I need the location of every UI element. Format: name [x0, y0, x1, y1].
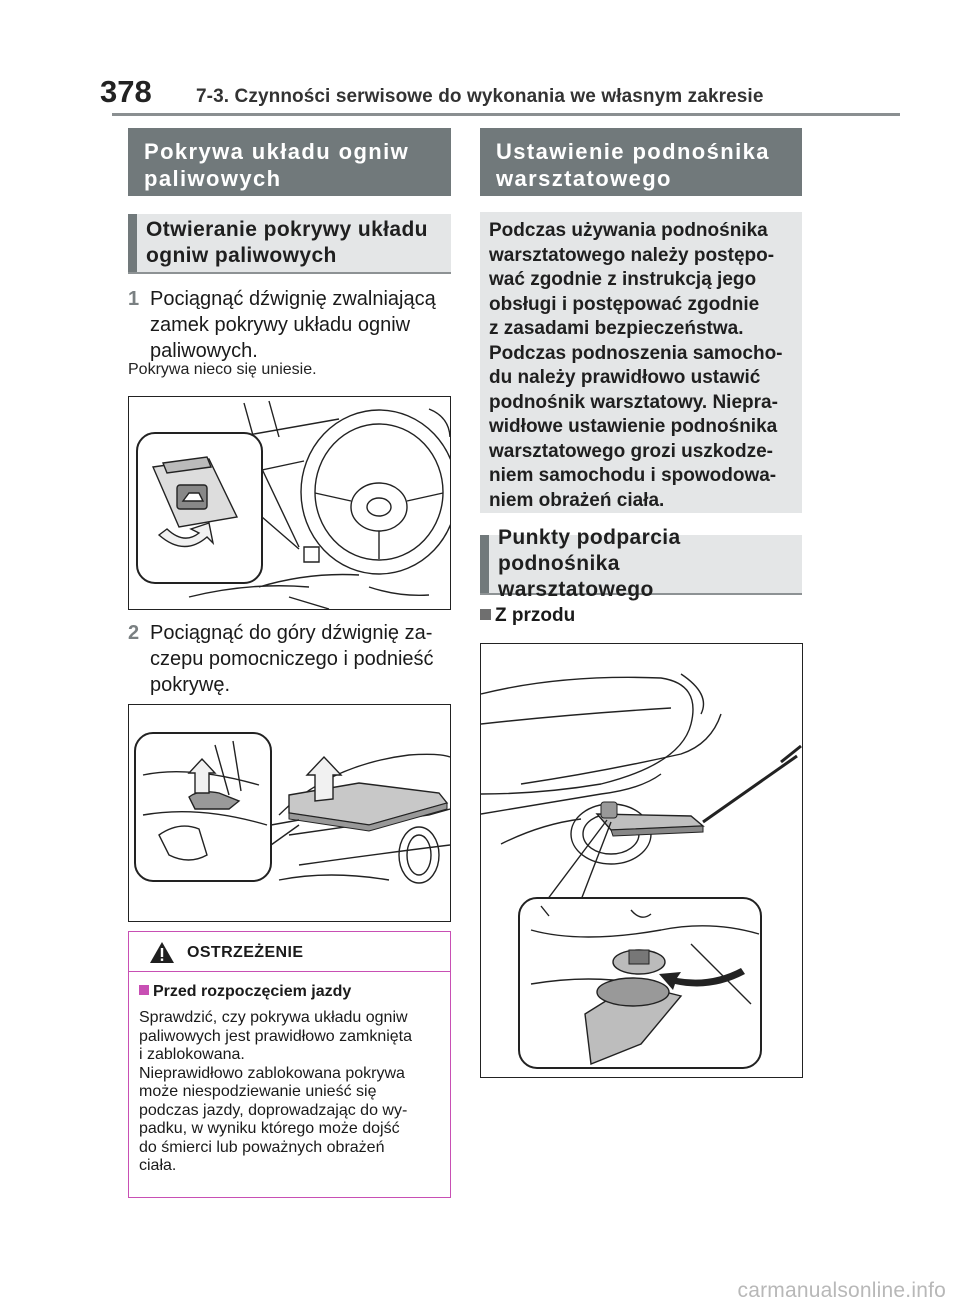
- step-number: 2: [128, 622, 140, 644]
- watermark: carmanualsonline.info: [737, 1279, 946, 1302]
- subsection-title-text: Punkty podparcia podnośnika warsztatowego: [498, 526, 681, 601]
- chapter-title: 7-3. Czynności serwisowe do wykonania we własnym zakresie: [196, 86, 764, 107]
- bullet-square-icon: [139, 985, 149, 995]
- step-2: [128, 620, 451, 700]
- step-1-note: Pokrywa nieco się uniesie.: [128, 361, 317, 378]
- step-text: Pociągnąć do góry dźwignię za- czepu pomocniczego i podnieść pokrywę.: [150, 622, 434, 696]
- subsection-title-jack-points: [480, 526, 802, 601]
- subsection-title-text: Otwieranie pokrywy układu ogniw paliwowych: [146, 218, 428, 267]
- page-header: [0, 0, 960, 120]
- step-1: [128, 286, 451, 366]
- step-text: Pociągnąć dźwignię zwalniającą zamek pokrywy układu ogniw paliwowych.: [150, 288, 436, 362]
- bullet-square-icon: [480, 609, 491, 620]
- subheading-front-text: Z przodu: [495, 605, 576, 626]
- warning-box: [128, 931, 451, 1198]
- section-title-fuel-cell-cover: Pokrywa układu ogniw paliwowych: [128, 128, 451, 196]
- step-number: 1: [128, 288, 140, 310]
- warning-subtitle-text: Przed rozpoczęciem jazdy: [153, 983, 352, 1000]
- subsection-title-opening-cover: [128, 214, 451, 274]
- caution-info-box: [480, 212, 802, 513]
- warning-triangle-icon: [149, 941, 175, 964]
- warning-title: OSTRZEŻENIE: [187, 944, 304, 961]
- warning-header: [129, 932, 450, 972]
- caution-info-text: Podczas używania podnośnika warsztatowego należy postępo- wać zgodnie z instrukcją jego obsługi i postępować zgodnie z zasadami bezpieczeństwa. Podczas podnoszenia samocho- du należy prawidłowo ustawić podnośnik warsztatowy. Niepra- widłowe ustawienie podnośnika warsztatowego grozi uszkodze- niem samochodu i spowodowa- niem obrażeń ciała.: [489, 220, 783, 511]
- warning-subtitle: [139, 983, 351, 1001]
- subheading-front: [480, 605, 575, 627]
- warning-text: Sprawdzić, czy pokrywa układu ogniw paliwowych jest prawidłowo zamknięta i zablokowana. Nieprawidłowo zablokowana pokrywa może niespodziewanie unieść się podczas jazdy, doprowadzając do wy- padku, w wyniku którego może dojść do śmierci lub poważnych obrażeń ciała.: [139, 1009, 413, 1174]
- illustration-release-lever: [128, 396, 451, 610]
- page-number: 378: [100, 74, 152, 109]
- illustration-jack-point-front: [480, 643, 803, 1078]
- illustration-lift-cover: [128, 704, 451, 922]
- header-divider: [112, 113, 900, 116]
- section-title-jack-setup: Ustawienie podnośnika warsztatowego: [480, 128, 802, 196]
